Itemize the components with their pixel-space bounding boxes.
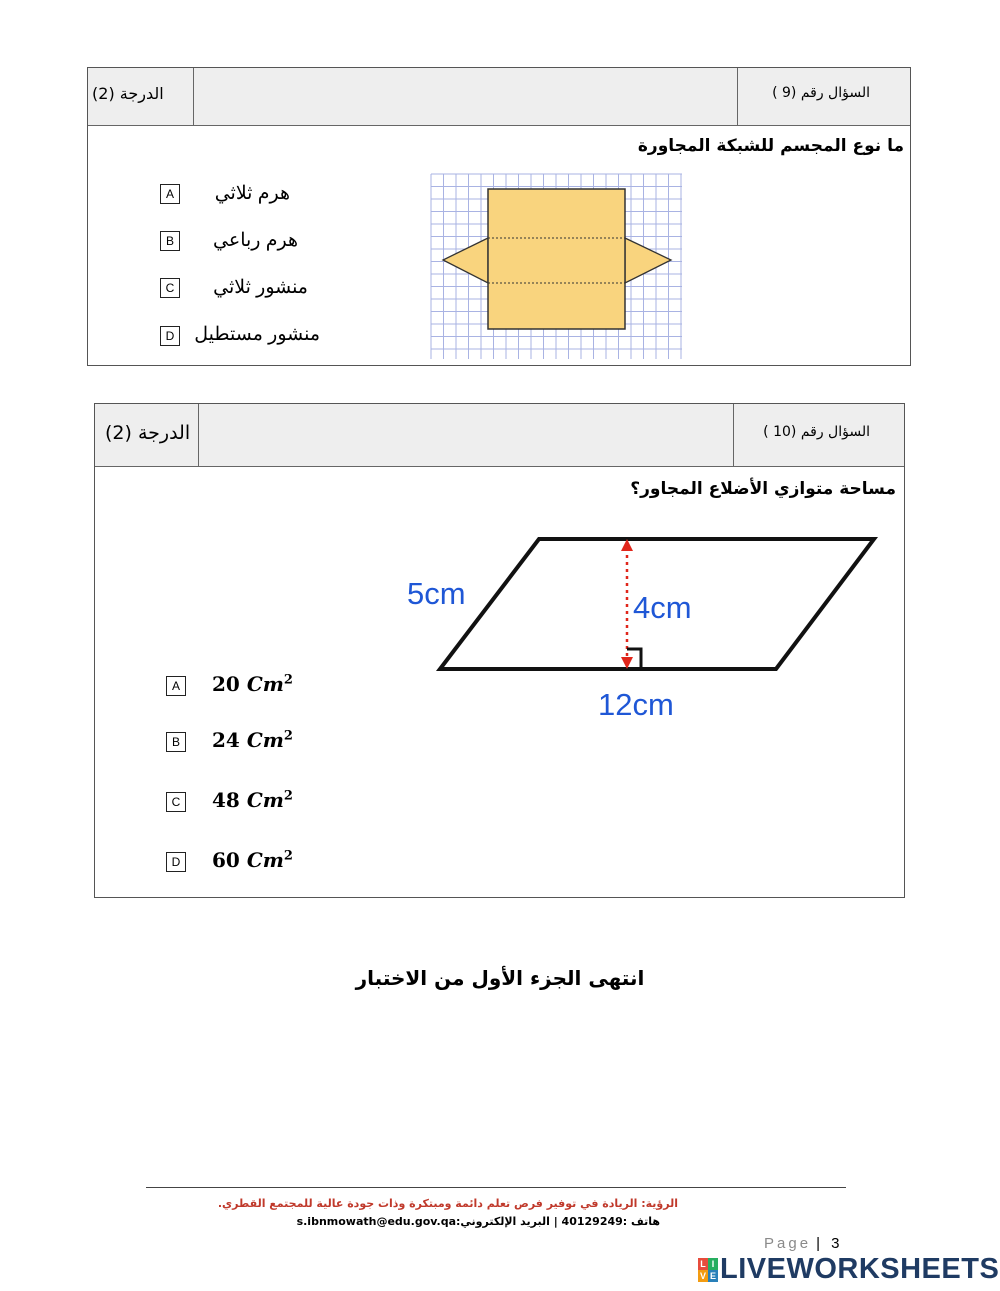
q10-option-a-value bbox=[212, 672, 293, 696]
q10-option-d-value bbox=[212, 848, 293, 872]
base-label: 12cm bbox=[598, 687, 674, 722]
q10-option-a-unit: Cm bbox=[246, 672, 284, 696]
q10-option-d-exp: 2 bbox=[283, 848, 293, 864]
net-rectangle bbox=[488, 189, 625, 329]
q9-option-b-box[interactable]: B bbox=[160, 231, 180, 251]
question9-header-sep-right bbox=[737, 68, 738, 125]
badge-letter-v: V bbox=[699, 1271, 706, 1281]
page-number: 3 bbox=[831, 1235, 840, 1252]
net-figure bbox=[430, 173, 685, 361]
q10-option-c-value bbox=[212, 788, 293, 812]
q10-option-d-number: 60 bbox=[212, 848, 240, 872]
q10-option-a-number: 20 bbox=[212, 672, 240, 696]
badge-letter-e: E bbox=[709, 1271, 716, 1281]
q10-option-c-unit: Cm bbox=[246, 788, 284, 812]
liveworksheets-logo[interactable] bbox=[698, 1253, 1000, 1286]
q10-option-d-box[interactable]: D bbox=[166, 852, 186, 872]
q10-option-b-exp: 2 bbox=[283, 728, 293, 744]
brand-name: LIVEWORKSHEETS bbox=[720, 1253, 1000, 1285]
q10-option-c-number: 48 bbox=[212, 788, 240, 812]
question10-grade: الدرجة (2) bbox=[105, 422, 191, 444]
net-left-triangle bbox=[443, 238, 488, 283]
footer-contact: هاتف :40129249 | البريد الإلكتروني:s.ibnmowath@edu.gov.qa bbox=[296, 1215, 660, 1228]
q10-option-a-exp: 2 bbox=[283, 672, 293, 688]
q9-option-a-box[interactable]: A bbox=[160, 184, 180, 204]
question10-header-sep-right bbox=[733, 404, 734, 466]
q10-option-b-box[interactable]: B bbox=[166, 732, 186, 752]
q10-option-a-box[interactable]: A bbox=[166, 676, 186, 696]
question9-number: السؤال رقم (9 ) bbox=[772, 85, 870, 101]
q9-option-b-label: هرم رباعي bbox=[213, 230, 298, 251]
q10-option-b-number: 24 bbox=[212, 728, 240, 752]
badge-letter-l: L bbox=[698, 1258, 708, 1270]
question9-grade: الدرجة (2) bbox=[92, 84, 164, 103]
question10-header-divider bbox=[95, 466, 904, 467]
question10-text: مساحة متوازي الأضلاع المجاور؟ bbox=[630, 479, 896, 499]
q9-option-c-box[interactable]: C bbox=[160, 278, 180, 298]
question9-header-sep-left bbox=[193, 68, 194, 125]
q9-option-d-box[interactable]: D bbox=[160, 326, 180, 346]
q10-option-c-box[interactable]: C bbox=[166, 792, 186, 812]
q10-option-c-exp: 2 bbox=[283, 788, 293, 804]
question10-number: السؤال رقم (10 ) bbox=[763, 424, 870, 440]
side-label: 5cm bbox=[407, 576, 466, 611]
q9-option-a-label: هرم ثلاثي bbox=[214, 183, 290, 204]
q9-option-d-label: منشور مستطيل bbox=[194, 324, 320, 345]
page-number-block bbox=[764, 1233, 839, 1252]
q10-option-b-value bbox=[212, 728, 293, 752]
badge-letter-i: I bbox=[708, 1258, 718, 1270]
q10-option-b-unit: Cm bbox=[246, 728, 284, 752]
q9-option-c-label: منشور ثلاثي bbox=[213, 277, 308, 298]
question9-header-divider bbox=[88, 125, 910, 126]
net-right-triangle bbox=[625, 238, 671, 283]
page-label: Page bbox=[764, 1235, 812, 1252]
logo-badge bbox=[698, 1258, 718, 1282]
footer-rule bbox=[146, 1187, 846, 1188]
q10-option-d-unit: Cm bbox=[246, 848, 284, 872]
parallelogram-figure bbox=[400, 530, 890, 730]
question9-text: ما نوع المجسم للشبكة المجاورة bbox=[637, 136, 904, 156]
footer-vision: الرؤية: الريادة في توفير فرص تعلم دائمة ومبتكرة وذات جودة عالية للمجتمع القطري. bbox=[217, 1197, 678, 1210]
question10-header-sep-left bbox=[198, 404, 199, 466]
page-separator: | bbox=[816, 1235, 821, 1252]
end-of-part-text: انتهى الجزء الأول من الاختبار bbox=[355, 966, 645, 990]
height-label: 4cm bbox=[633, 590, 692, 625]
